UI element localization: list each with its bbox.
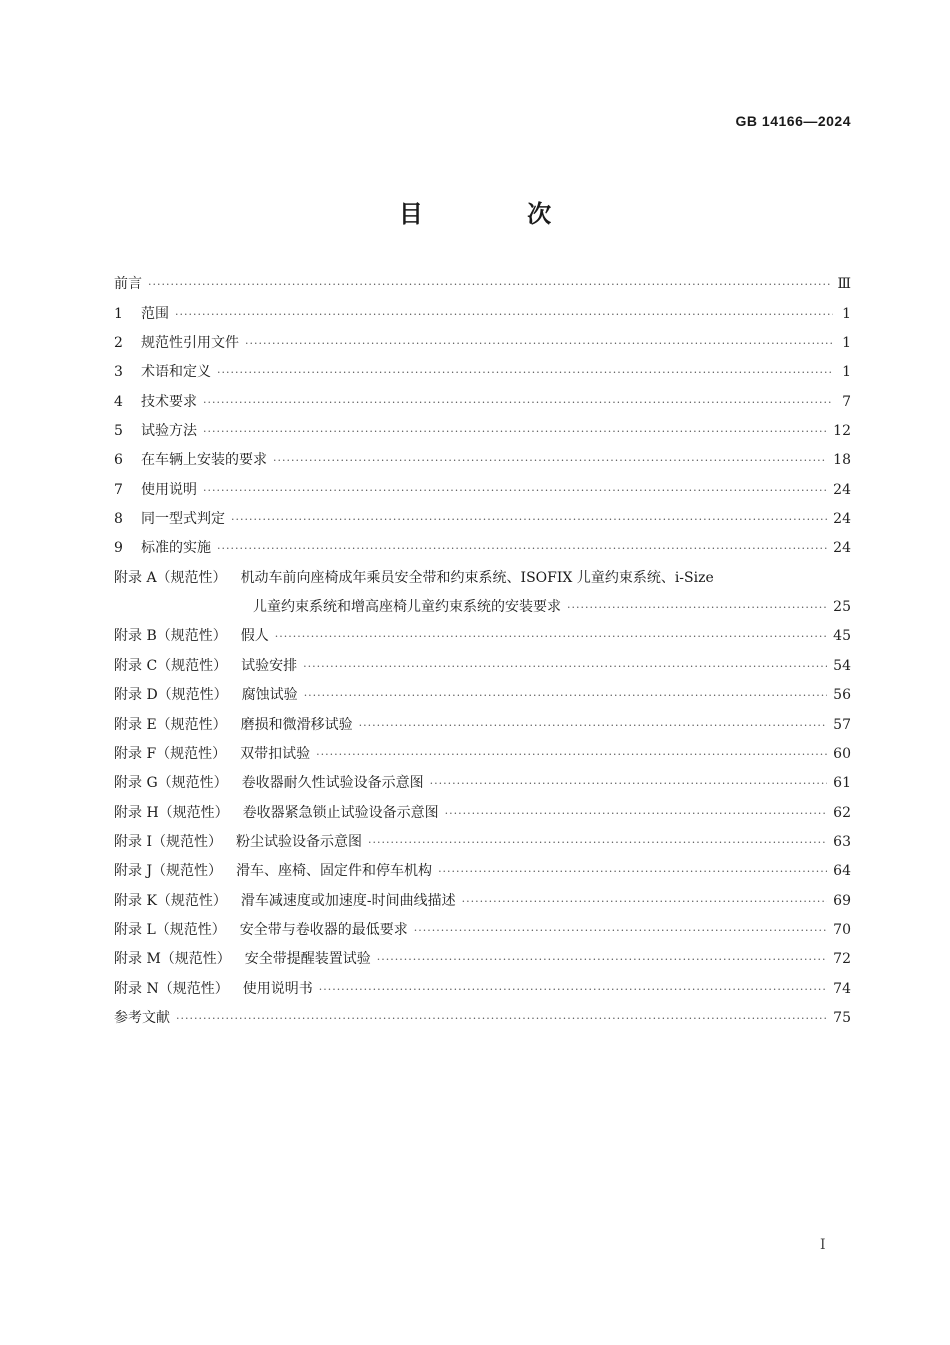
- toc-entry[interactable]: [114, 710, 851, 739]
- toc-entry-annex-prefix: 附录 A（规范性）: [114, 569, 227, 586]
- toc-leader-dots: [148, 270, 831, 299]
- toc-entry-number: 6: [114, 452, 123, 469]
- toc-entry-number: 8: [114, 511, 123, 528]
- toc-entry[interactable]: [114, 299, 851, 328]
- toc-entry-page: 25: [833, 599, 851, 616]
- toc-entry-annex-prefix: 附录 B（规范性）: [114, 628, 227, 645]
- toc-leader-dots: [176, 1004, 827, 1033]
- toc-entry-page: 24: [833, 511, 851, 528]
- toc-entry-page: 45: [833, 628, 851, 645]
- toc-entry-page: 56: [833, 687, 851, 704]
- toc-entry-page: 74: [833, 980, 851, 997]
- toc-entry-label: 同一型式判定: [141, 511, 225, 528]
- toc-entry-annex-prefix: 附录 L（规范性）: [114, 921, 226, 938]
- toc-entry-annex-prefix: 附录 M（规范性）: [114, 951, 231, 968]
- toc-entry[interactable]: [114, 798, 851, 827]
- toc-entry-label: 前言: [114, 276, 142, 293]
- toc-entry[interactable]: [114, 563, 851, 592]
- toc-entry-label: 在车辆上安装的要求: [141, 452, 267, 469]
- toc-leader-dots: [303, 652, 827, 681]
- toc-entry-label: 机动车前向座椅成年乘员安全带和约束系统、ISOFIX 儿童约束系统、i-Size: [240, 569, 714, 586]
- toc-entry-annex-prefix: 附录 J（规范性）: [114, 863, 223, 880]
- toc-leader-dots: [377, 945, 827, 974]
- toc-entry-label: 使用说明书: [242, 980, 313, 997]
- toc-leader-dots: [304, 681, 827, 710]
- toc-entry-number: 4: [114, 393, 123, 410]
- toc-entry-label: 腐蚀试验: [241, 687, 298, 704]
- toc-entry-number: 9: [114, 540, 123, 557]
- toc-leader-dots: [368, 828, 827, 857]
- toc-entry-label: 磨损和微滑移试验: [240, 716, 353, 733]
- toc-entry-page: 69: [833, 892, 851, 909]
- toc-entry-label: 范围: [141, 305, 169, 322]
- toc-entry[interactable]: [114, 857, 851, 886]
- toc-leader-dots: [445, 799, 828, 828]
- toc-entry[interactable]: [114, 916, 851, 945]
- toc-entry-label: 参考文献: [114, 1009, 170, 1026]
- toc-entry-label: 安全带与卷收器的最低要求: [239, 921, 408, 938]
- toc-entry-label: 滑车、座椅、固定件和停车机构: [236, 863, 433, 880]
- toc-leader-dots: [359, 711, 828, 740]
- toc-leader-dots: [245, 329, 833, 358]
- toc-entry[interactable]: [114, 945, 851, 974]
- toc-entry[interactable]: [114, 505, 851, 534]
- toc-entry-label: 安全带提醒装置试验: [244, 951, 371, 968]
- toc-entry-label: 试验安排: [241, 657, 298, 674]
- toc-entry[interactable]: [114, 681, 851, 710]
- toc-leader-dots: [203, 388, 833, 417]
- table-of-contents: [114, 270, 851, 1033]
- toc-leader-dots: [462, 887, 828, 916]
- toc-entry[interactable]: [114, 651, 851, 680]
- toc-entry-annex-prefix: 附录 F（规范性）: [114, 745, 227, 762]
- toc-entry-annex-prefix: 附录 N（规范性）: [114, 980, 229, 997]
- toc-entry[interactable]: [114, 622, 851, 651]
- toc-leader-dots: [203, 417, 827, 446]
- toc-entry-label: 技术要求: [141, 393, 197, 410]
- toc-entry[interactable]: [114, 358, 851, 387]
- toc-entry[interactable]: [114, 828, 851, 857]
- toc-leader-dots: [316, 740, 827, 769]
- toc-leader-dots: [414, 916, 827, 945]
- toc-entry-page: 1: [842, 364, 851, 381]
- toc-entry-page: 60: [833, 745, 851, 762]
- toc-entry-label: 术语和定义: [141, 364, 211, 381]
- toc-entry-page: 63: [833, 833, 851, 850]
- toc-entry[interactable]: [114, 593, 851, 622]
- toc-entry-label: 标准的实施: [141, 540, 211, 557]
- toc-entry-annex-prefix: 附录 E（规范性）: [114, 716, 227, 733]
- toc-leader-dots: [231, 505, 827, 534]
- toc-entry-label: 卷收器耐久性试验设备示意图: [241, 775, 424, 792]
- toc-entry[interactable]: [114, 534, 851, 563]
- toc-leader-dots: [438, 857, 827, 886]
- toc-entry-annex-prefix: 附录 K（规范性）: [114, 892, 227, 909]
- toc-entry-label: 粉尘试验设备示意图: [235, 833, 362, 850]
- toc-entry-page: 18: [833, 452, 851, 469]
- toc-entry-label: 双带扣试验: [240, 745, 311, 762]
- toc-entry-number: 1: [114, 305, 123, 322]
- toc-entry[interactable]: [114, 446, 851, 475]
- toc-entry[interactable]: [114, 329, 851, 358]
- toc-entry[interactable]: [114, 974, 851, 1003]
- toc-entry-page: 12: [833, 423, 851, 440]
- toc-entry-page: 70: [833, 921, 851, 938]
- toc-entry-annex-prefix: 附录 D（规范性）: [114, 687, 228, 704]
- toc-leader-dots: [319, 975, 827, 1004]
- toc-entry-page: 1: [842, 335, 851, 352]
- toc-entry-label: 试验方法: [141, 423, 197, 440]
- toc-entry-number: 3: [114, 364, 123, 381]
- toc-entry-annex-prefix: 附录 G（规范性）: [114, 775, 228, 792]
- toc-leader-dots: [430, 769, 828, 798]
- toc-entry-label: 儿童约束系统和增高座椅儿童约束系统的安装要求: [253, 599, 561, 616]
- standard-number: GB 14166—2024: [735, 113, 851, 129]
- toc-entry-page: 24: [833, 481, 851, 498]
- toc-entry[interactable]: [114, 417, 851, 446]
- toc-entry-label: 滑车减速度或加速度-时间曲线描述: [240, 892, 456, 909]
- toc-entry-number: 7: [114, 481, 123, 498]
- toc-leader-dots: [175, 300, 833, 329]
- toc-entry-label: 规范性引用文件: [141, 335, 239, 352]
- toc-entry-page: 57: [833, 716, 851, 733]
- toc-entry[interactable]: [114, 740, 851, 769]
- toc-entry-number: 5: [114, 423, 123, 440]
- toc-entry-page: 75: [833, 1009, 851, 1026]
- toc-leader-dots: [217, 534, 827, 563]
- toc-leader-dots: [217, 358, 833, 387]
- toc-leader-dots: [567, 593, 827, 622]
- toc-entry-page: 62: [833, 804, 851, 821]
- toc-entry-label: 卷收器紧急锁止试验设备示意图: [242, 804, 439, 821]
- toc-entry[interactable]: [114, 387, 851, 416]
- toc-entry-annex-prefix: 附录 H（规范性）: [114, 804, 229, 821]
- toc-entry-page: 1: [842, 305, 851, 322]
- page-title: 目 次: [398, 200, 600, 228]
- toc-entry-page: 61: [833, 775, 851, 792]
- toc-entry-page: 7: [842, 393, 851, 410]
- toc-entry[interactable]: [114, 769, 851, 798]
- toc-entry-label: 假人: [240, 628, 269, 645]
- toc-entry[interactable]: [114, 270, 851, 299]
- toc-entry-page: 24: [833, 540, 851, 557]
- toc-entry-annex-prefix: 附录 I（规范性）: [114, 833, 222, 850]
- toc-entry[interactable]: [114, 1004, 851, 1033]
- toc-leader-dots: [275, 622, 827, 651]
- toc-entry-page: 54: [833, 657, 851, 674]
- toc-entry-page: Ⅲ: [837, 276, 851, 293]
- toc-entry[interactable]: [114, 886, 851, 915]
- toc-entry-number: 2: [114, 335, 123, 352]
- toc-entry-label: 使用说明: [141, 481, 197, 498]
- toc-leader-dots: [203, 476, 827, 505]
- toc-entry-page: 64: [833, 863, 851, 880]
- toc-leader-dots: [273, 446, 827, 475]
- toc-entry-annex-prefix: 附录 C（规范性）: [114, 657, 228, 674]
- page-number: I: [820, 1237, 826, 1253]
- toc-entry-page: 72: [833, 951, 851, 968]
- toc-entry[interactable]: [114, 475, 851, 504]
